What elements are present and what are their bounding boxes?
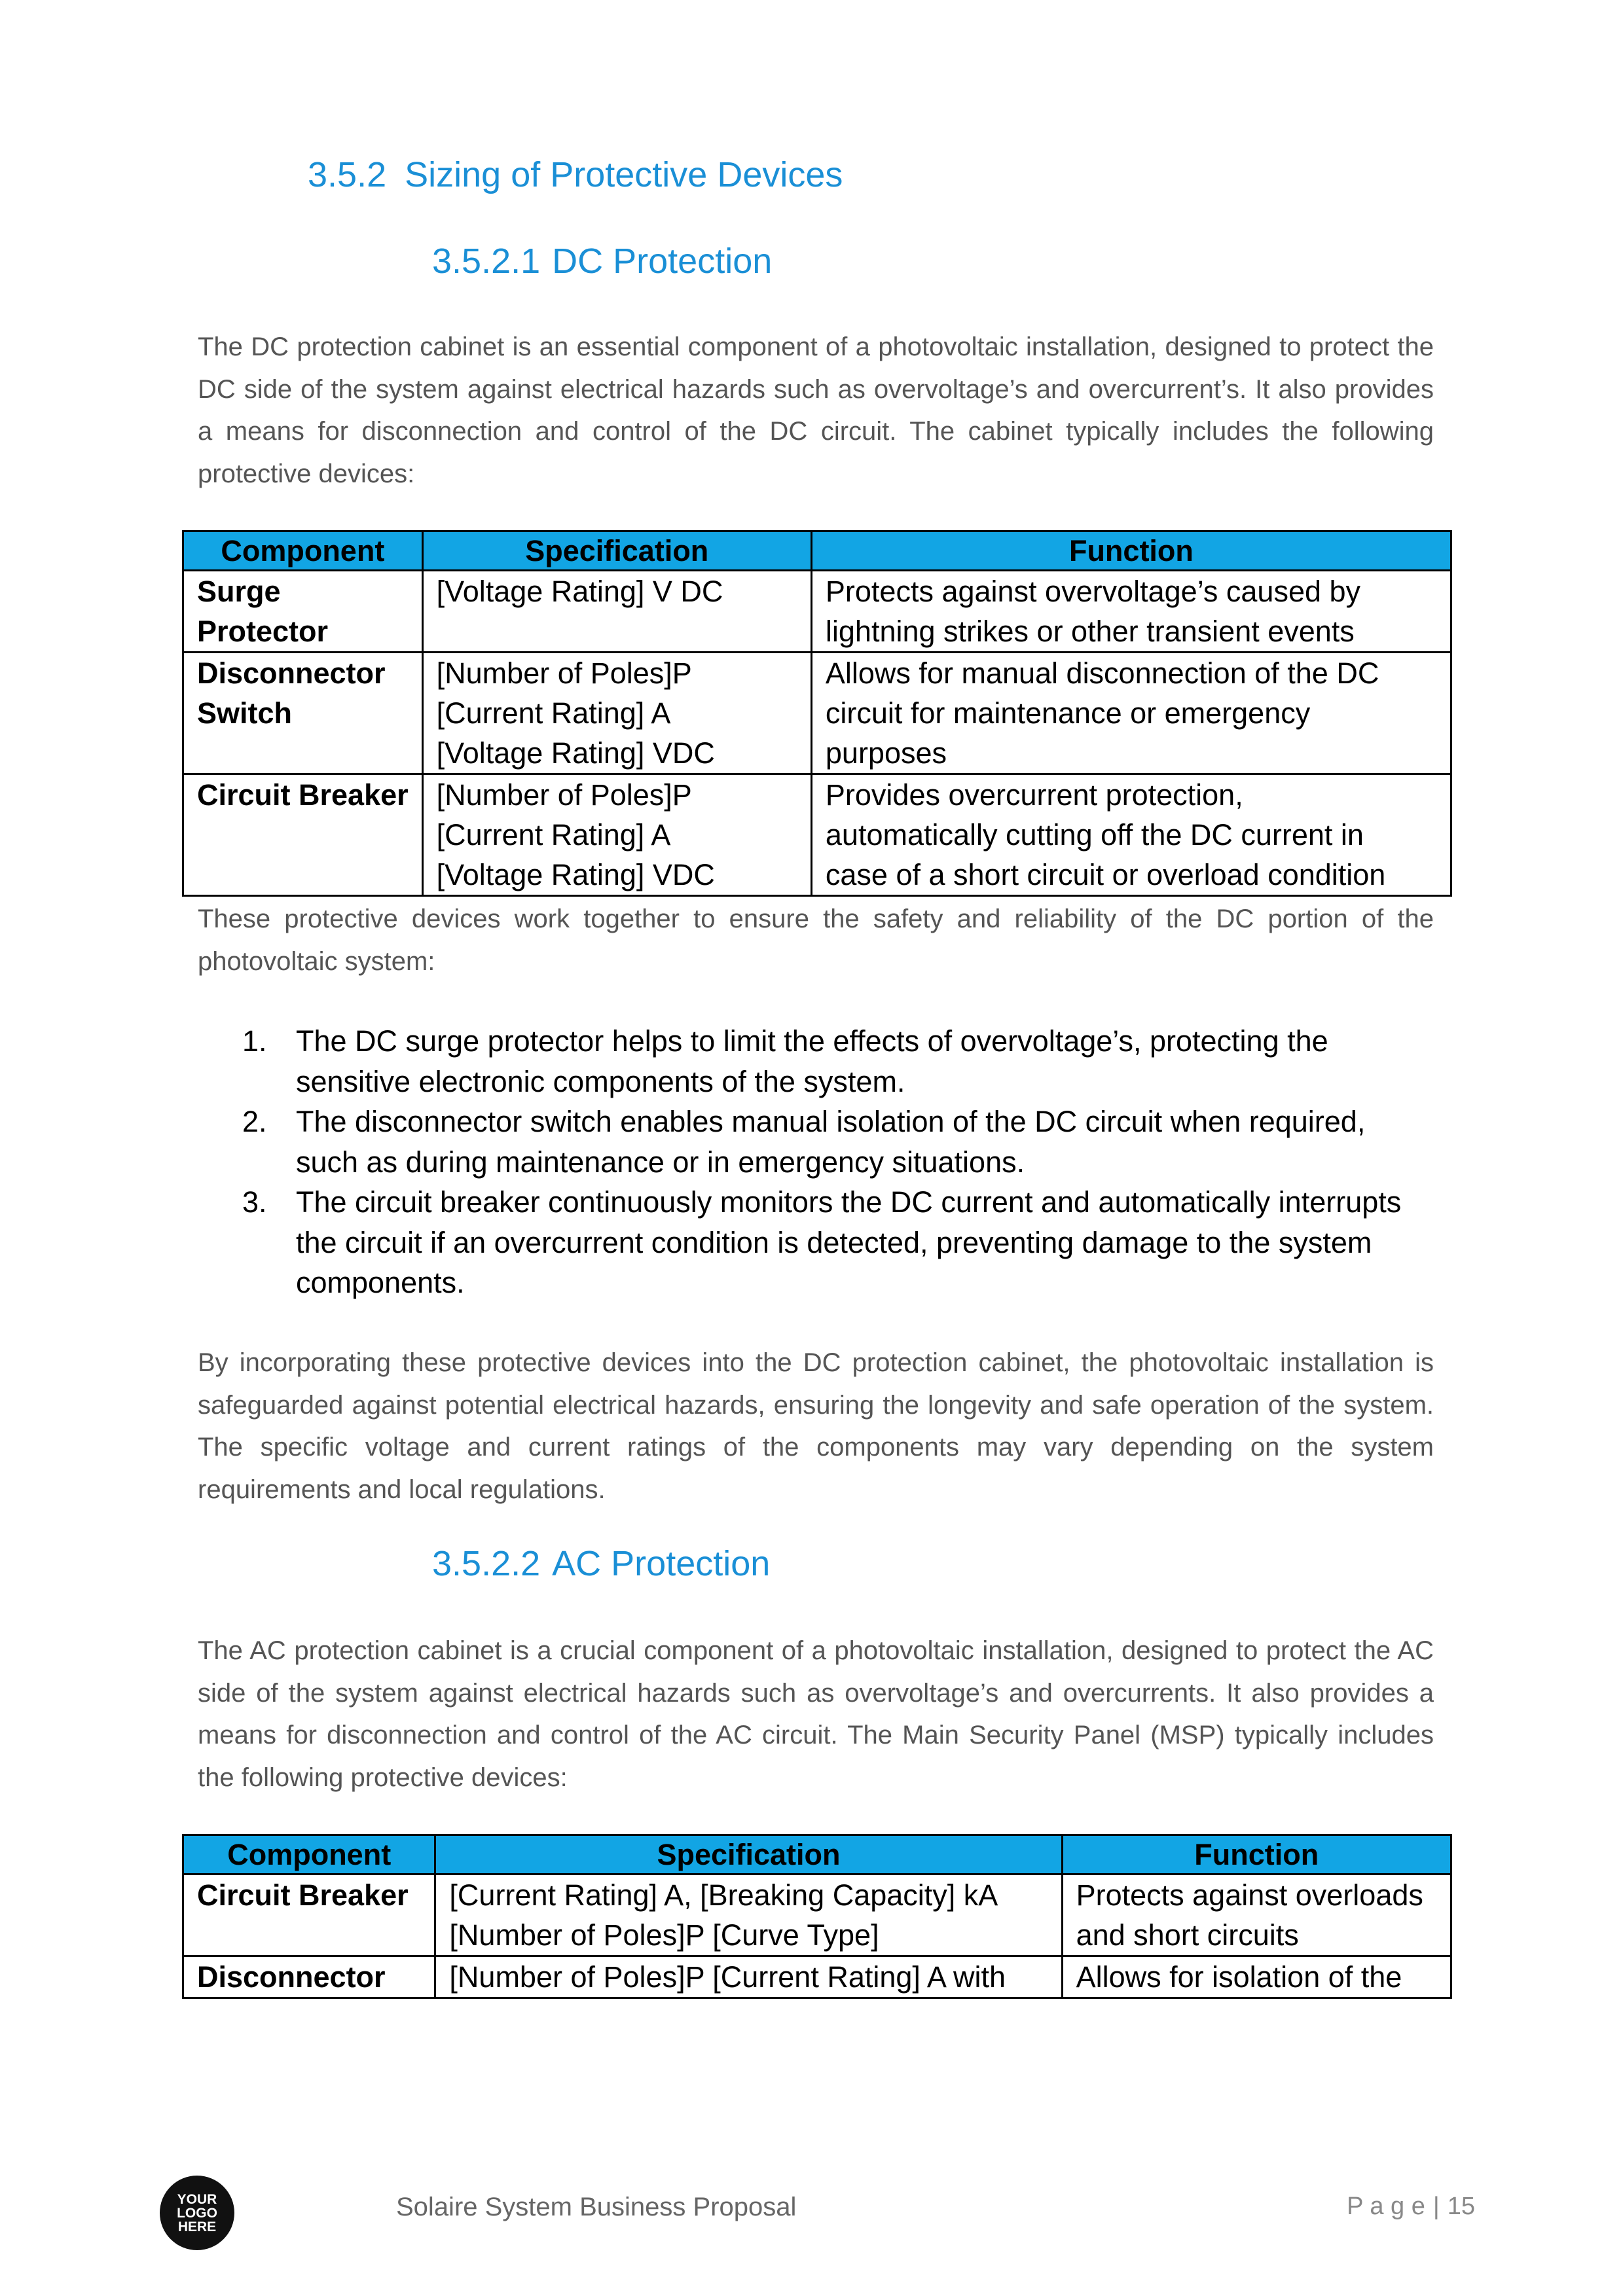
ac-protection-heading [432,1543,770,1584]
table-header-row [183,1835,1451,1874]
specification-cell: [Number of Poles]P [Current Rating] A [Voltage Rating] VDC [422,774,811,896]
dc-after-table-paragraph: These protective devices work together to ensure the safety and reliability of the DC portion of the photovoltaic system: [198,905,1434,976]
table-row [183,774,1451,896]
component-cell: Disconnector [183,1956,435,1998]
table-row [183,1956,1451,1998]
column-header-specification: Specification [422,531,811,571]
function-cell: Allows for manual disconnection of the DC circuit for maintenance or emergency purposes [811,653,1451,774]
specification-cell: [Number of Poles]P [Current Rating] A with [435,1956,1062,1998]
logo: YOUR LOGO HERE [160,2176,234,2250]
table-row [183,571,1451,653]
dc-protection-heading [432,241,772,281]
function-cell: Allows for isolation of the [1062,1956,1451,1998]
column-header-specification: Specification [435,1835,1062,1874]
dc-heading-number: 3.5.2.1 [432,242,541,281]
table-header-row [183,531,1451,571]
function-cell: Protects against overloads and short circuits [1062,1874,1451,1956]
function-cell: Provides overcurrent protection, automatically cutting off the DC current in case of a short circuit or overload condition [811,774,1451,896]
table-row [183,1874,1451,1956]
section-title: Sizing of Protective Devices [405,155,843,194]
component-cell: Circuit Breaker [183,774,423,896]
section-heading [308,154,843,195]
list-item: 1. The DC surge protector helps to limit the effects of overvoltage’s, protecting the sensitive electronic components of the system. [242,1024,1328,1098]
column-header-function: Function [1062,1835,1451,1874]
ac-heading-title: AC Protection [552,1544,771,1583]
specification-cell: [Voltage Rating] V DC [422,571,811,653]
footer-page-number [1347,2193,1475,2221]
section-number: 3.5.2 [308,155,387,194]
table-row [183,653,1451,774]
specification-cell: [Number of Poles]P [Current Rating] A [Voltage Rating] VDC [422,653,811,774]
component-cell: Surge Protector [183,571,423,653]
ac-heading-number: 3.5.2.2 [432,1544,541,1583]
specification-cell: [Current Rating] A, [Breaking Capacity] kA [Number of Poles]P [Curve Type] [435,1874,1062,1956]
component-cell: Disconnector Switch [183,653,423,774]
footer-document-title: Solaire System Business Proposal [396,2193,797,2221]
page-separator: | [1432,2193,1440,2220]
column-header-function: Function [811,531,1451,571]
function-cell: Protects against overvoltage’s caused by lightning strikes or other transient events [811,571,1451,653]
dc-protection-table [182,530,1452,897]
component-cell: Circuit Breaker [183,1874,435,1956]
ac-protection-table [182,1834,1452,1999]
dc-closing-paragraph: By incorporating these protective devices into the DC protection cabinet, the photovoltaic installation is safeguarded against potential electrical hazards, ensuring the longevity and safe operation of the system. The specific voltage and current ratings of the components may vary depending on the system requirements and local regulations. [198,1348,1434,1504]
dc-device-list [242,1021,1421,1303]
list-item: 3. The circuit breaker continuously monitors the DC current and automatically interrupts the circuit if an overcurrent condition is detected, preventing damage to the system components. [242,1185,1402,1299]
dc-intro-paragraph: The DC protection cabinet is an essential component of a photovoltaic installation, designed to protect the DC side of the system against electrical hazards such as overvoltage’s and overcurrent’s. It also provides a means for disconnection and control of the DC circuit. The cabinet typically includes the following protective devices: [198,332,1434,488]
page-number: 15 [1447,2193,1475,2220]
column-header-component: Component [183,531,423,571]
column-header-component: Component [183,1835,435,1874]
list-item: 2. The disconnector switch enables manual isolation of the DC circuit when required, such as during maintenance or in emergency situations. [242,1105,1366,1179]
page-label: P a g e [1347,2193,1425,2220]
dc-heading-title: DC Protection [552,242,773,281]
ac-intro-paragraph: The AC protection cabinet is a crucial component of a photovoltaic installation, designed to protect the AC side of the system against electrical hazards such as overvoltage’s and overcurrents. It also provides a means for disconnection and control of the AC circuit. The Main Security Panel (MSP) typically includes the following protective devices: [198,1636,1434,1792]
